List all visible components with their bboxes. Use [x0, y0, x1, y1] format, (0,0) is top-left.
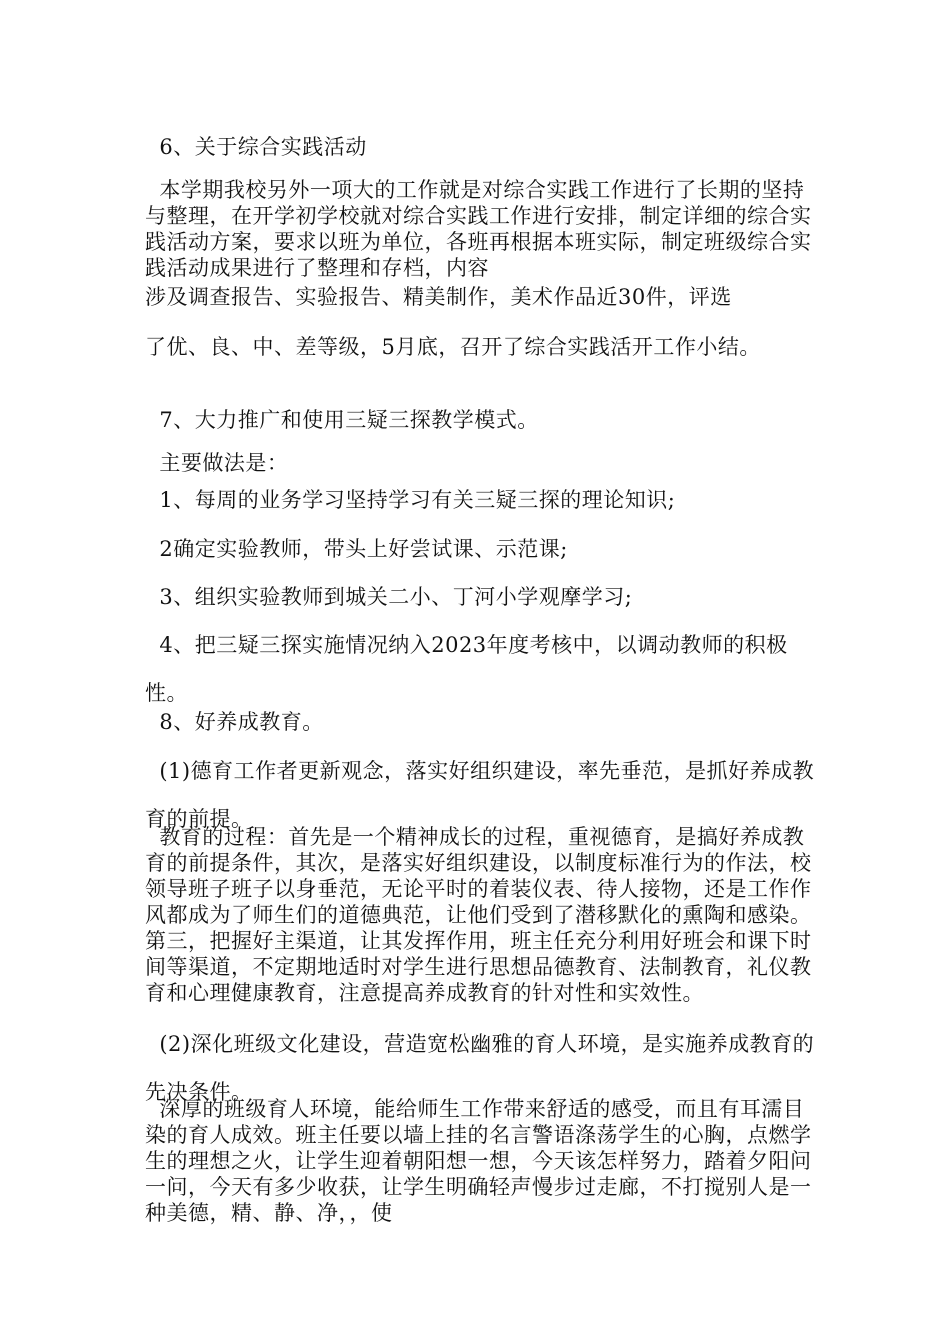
paragraph-comprehensive-practice-cont-2: 了优、良、中、差等级，5月底，召开了综合实践活开工作小结。 — [145, 335, 761, 359]
list-item-2: 2确定实验教师，带头上好尝试课、示范课; — [145, 537, 568, 561]
heading-8-habit-education: 8、好养成教育。 — [145, 710, 324, 734]
heading-7-teaching-mode: 7、大力推广和使用三疑三探教学模式。 — [145, 408, 539, 432]
subheading-1-moral-education: (1)德育工作者更新观念，落实好组织建设，率先垂范，是抓好养成教育的前提。 — [145, 759, 815, 831]
paragraph-main-methods: 主要做法是： — [145, 451, 289, 475]
paragraph-education-process: 教育的过程：首先是一个精神成长的过程，重视德育，是搞好养成教育的前提条件，其次，是落实好组织建设，以制度标准行为的作法，校领导班子班子以身垂范，无论平时的着装仪表、待人接物，还是工作作风都成为了师生们的道德典范，让他们受到了潜移默化的熏陶和感染。第三，把握好主渠道，让其发挥作用，班主任充分利用好班会和课下时间等渠道，不定期地适时对学生进行思想品德教育、法制教育，礼仪教育和心理健康教育，注意提高养成教育的针对性和实效性。 — [145, 825, 812, 1005]
paragraph-comprehensive-practice: 本学期我校另外一项大的工作就是对综合实践工作进行了长期的坚持与整理，在开学初学校就对综合实践工作进行安排，制定详细的综合实践活动方案，要求以班为单位，各班再根据本班实际，制定班级综合实践活动成果进行了整理和存档，内容 — [145, 178, 812, 280]
subheading-2-class-culture: (2)深化班级文化建设，营造宽松幽雅的育人环境，是实施养成教育的先决条件。 — [145, 1032, 815, 1104]
list-item-1: 1、每周的业务学习坚持学习有关三疑三探的理论知识; — [145, 488, 676, 512]
paragraph-class-environment: 深厚的班级育人环境，能给师生工作带来舒适的感受，而且有耳濡目染的育人成效。班主任要以墙上挂的名言警语涤荡学生的心胸，点燃学生的理想之火，让学生迎着朝阳想一想，今天该怎样努力，踏着夕阳问一问，今天有多少收获，让学生明确轻声慢步过走廊，不打搅别人是一种美德，精、静、净，，使 — [145, 1097, 812, 1225]
list-item-3: 3、组织实验教师到城关二小、丁河小学观摩学习; — [145, 585, 633, 609]
heading-6-comprehensive-practice: 6、关于综合实践活动 — [145, 135, 367, 159]
list-item-4: 4、把三疑三探实施情况纳入2023年度考核中，以调动教师的积极性。 — [145, 633, 788, 705]
paragraph-comprehensive-practice-cont-1: 涉及调查报告、实验报告、精美制作，美术作品近30件，评选 — [145, 285, 732, 309]
